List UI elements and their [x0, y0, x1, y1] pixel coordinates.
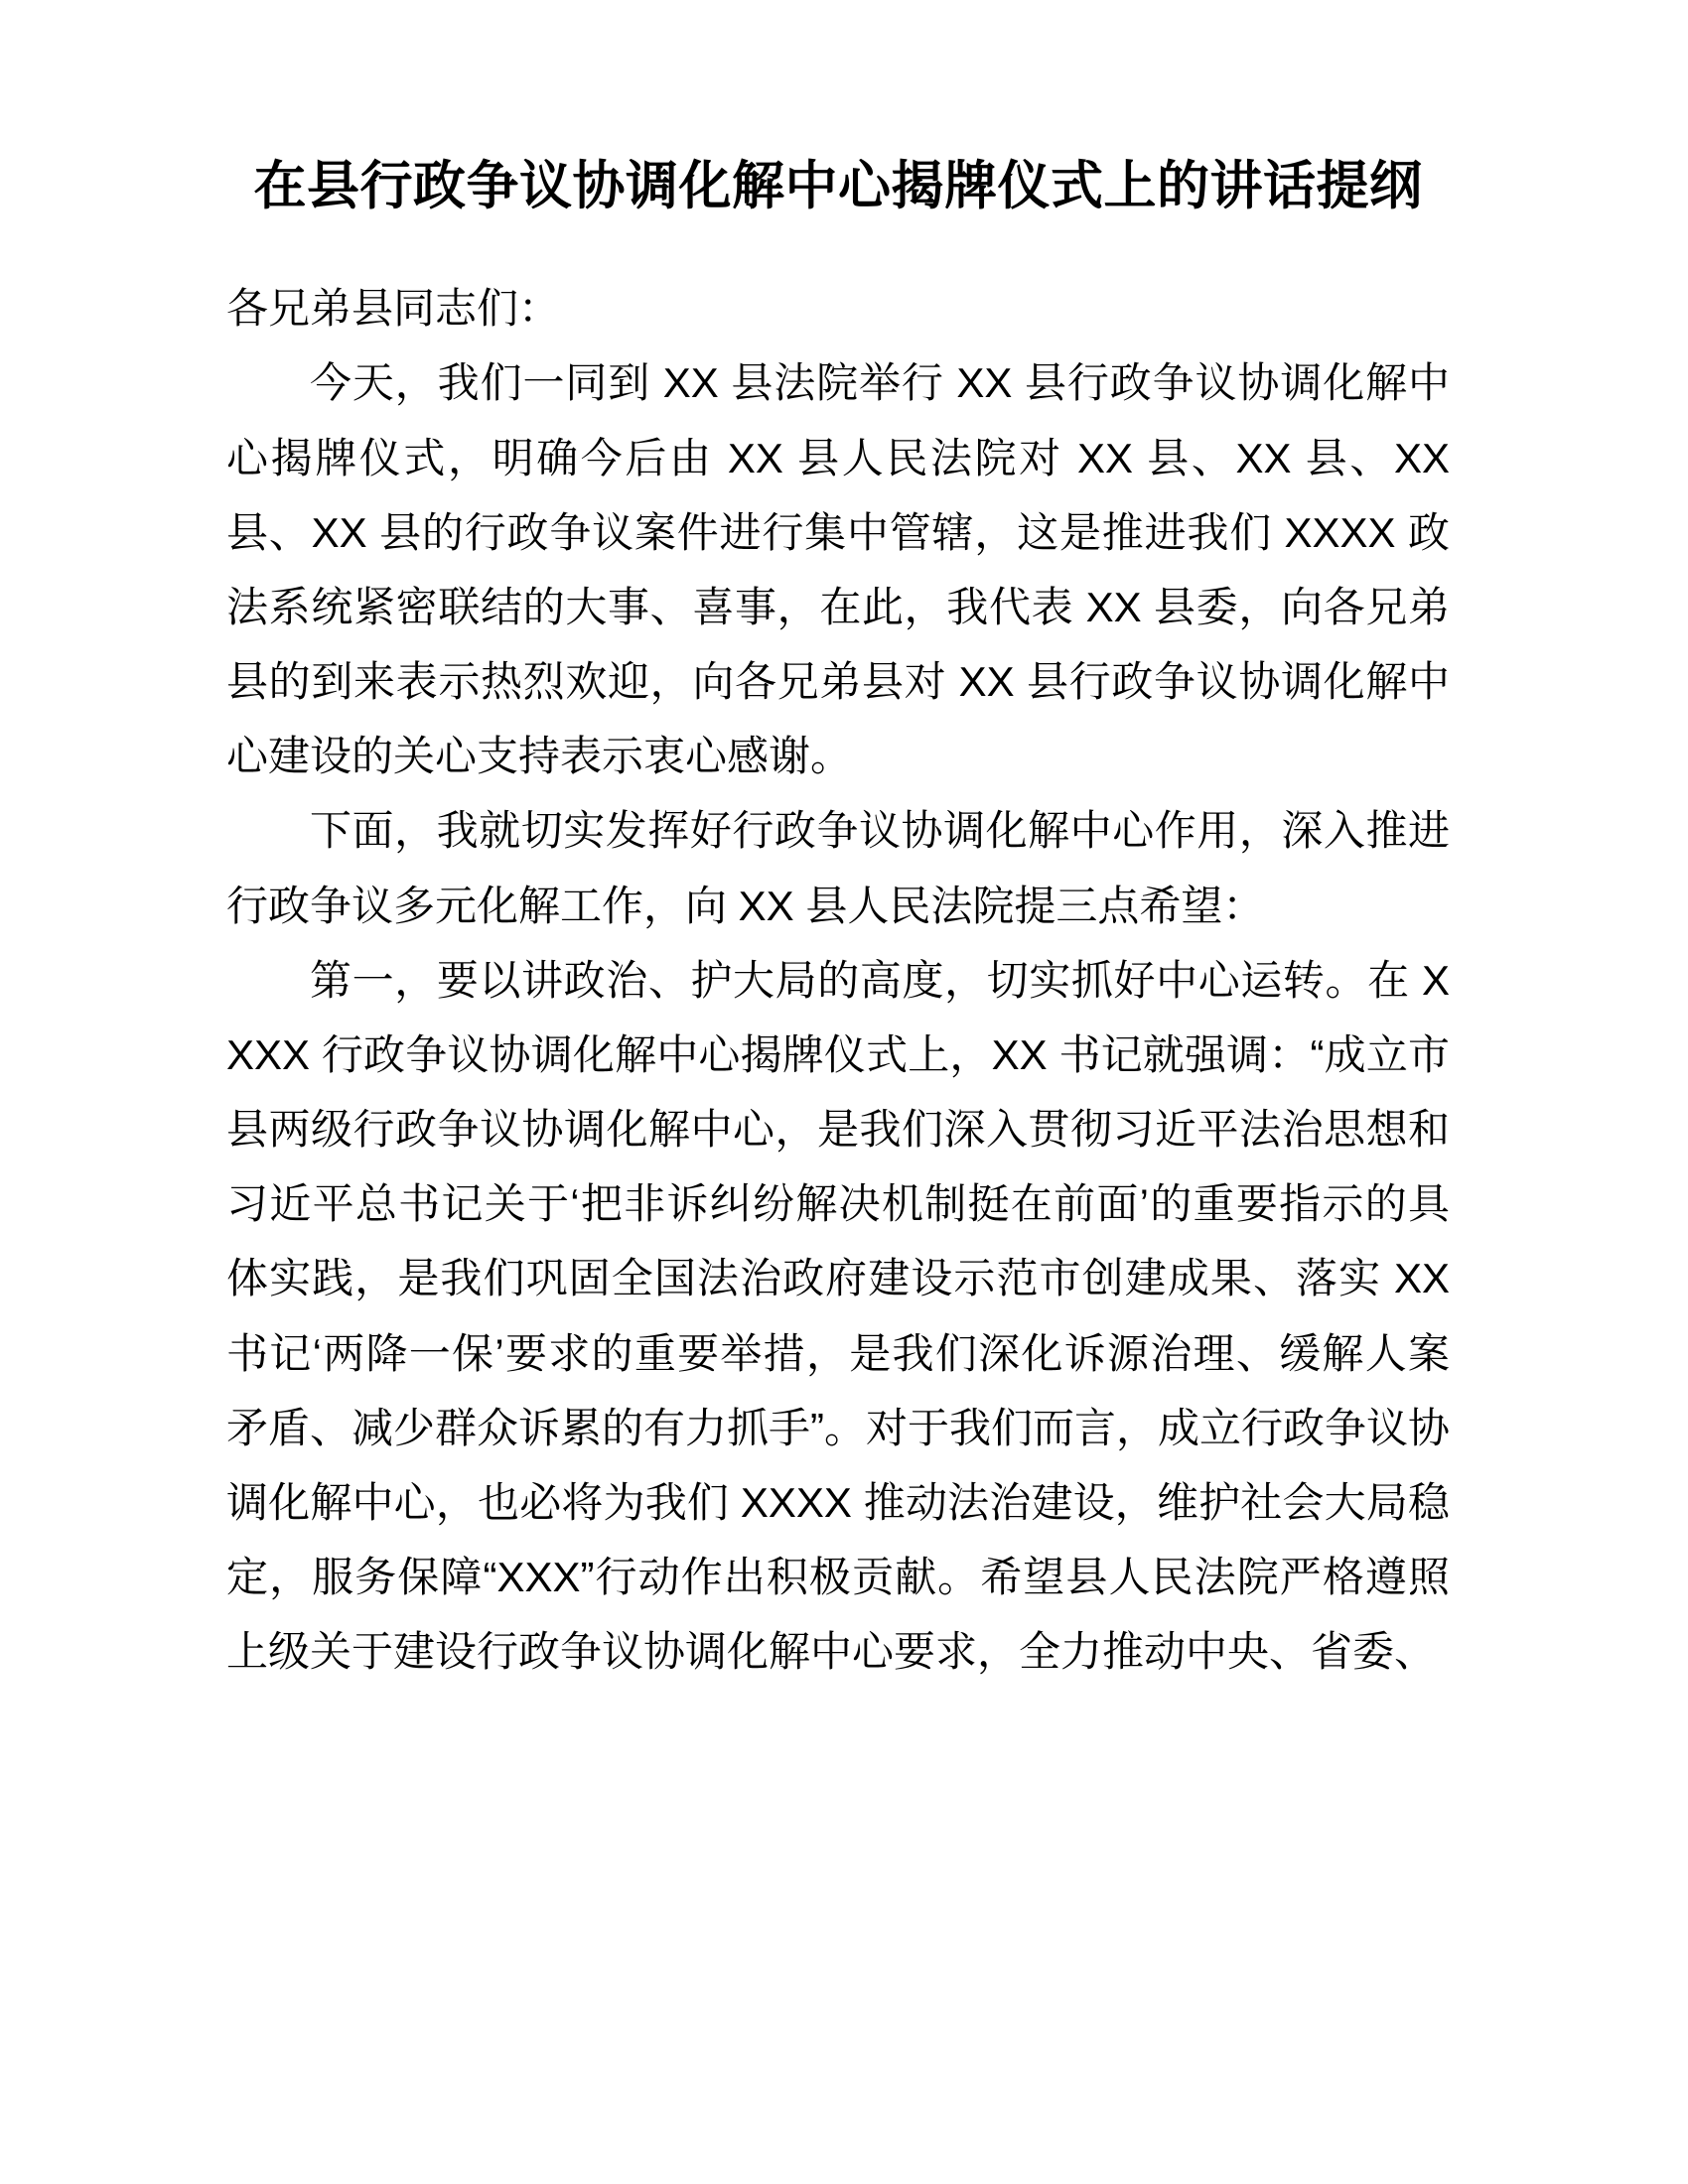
document-content — [226, 0, 1450, 1690]
salutation-line: 各兄弟县同志们： — [226, 285, 561, 333]
body-paragraph-3: 第一，要以讲政治、护大局的高度，切实抓好中心运转。在 XXXX 行政争议协调化解中心揭牌仪式上，XX 书记就强调：“成立市县两级行政争议协调化解中心，是我们深入贯彻习近平法治思想和习近平总书记关于‘把非诉纠纷解决机制挺在前面’的重要指示的具体实践，是我们巩固全国法治政府建设示范市创建成果、落实 XX 书记‘两降一保’要求的重要举措，是我们深化诉源治理、缓解人案矛盾、减少群众诉累的有力抓手”。对于我们而言，成立行政争议协调化解中心，也必将为我们 XXXX 推动法治建设，维护社会大局稳定，服务保障“XXX”行动作出积极贡献。希望县人民法院严格遵照上级关于建设行政争议协调化解中心要求，全力推动中央、省委、 — [226, 956, 1450, 1676]
body-paragraph-1: 今天，我们一同到 XX 县法院举行 XX 县行政争议协调化解中心揭牌仪式，明确今后由 XX 县人民法院对 XX 县、XX 县、XX 县、XX 县的行政争议案件进行集中管辖，这是推进我们 XXXX 政法系统紧密联结的大事、喜事，在此，我代表 XX 县委，向各兄弟县的到来表示热烈欢迎，向各兄弟县对 XX 县行政争议协调化解中心建设的关心支持表示衷心感谢。 — [226, 359, 1450, 780]
body-paragraph-2: 下面，我就切实发挥好行政争议协调化解中心作用，深入推进行政争议多元化解工作，向 XX 县人民法院提三点希望： — [226, 807, 1450, 929]
page-title: 在县行政争议协调化解中心揭牌仪式上的讲话提纲 — [253, 157, 1423, 215]
